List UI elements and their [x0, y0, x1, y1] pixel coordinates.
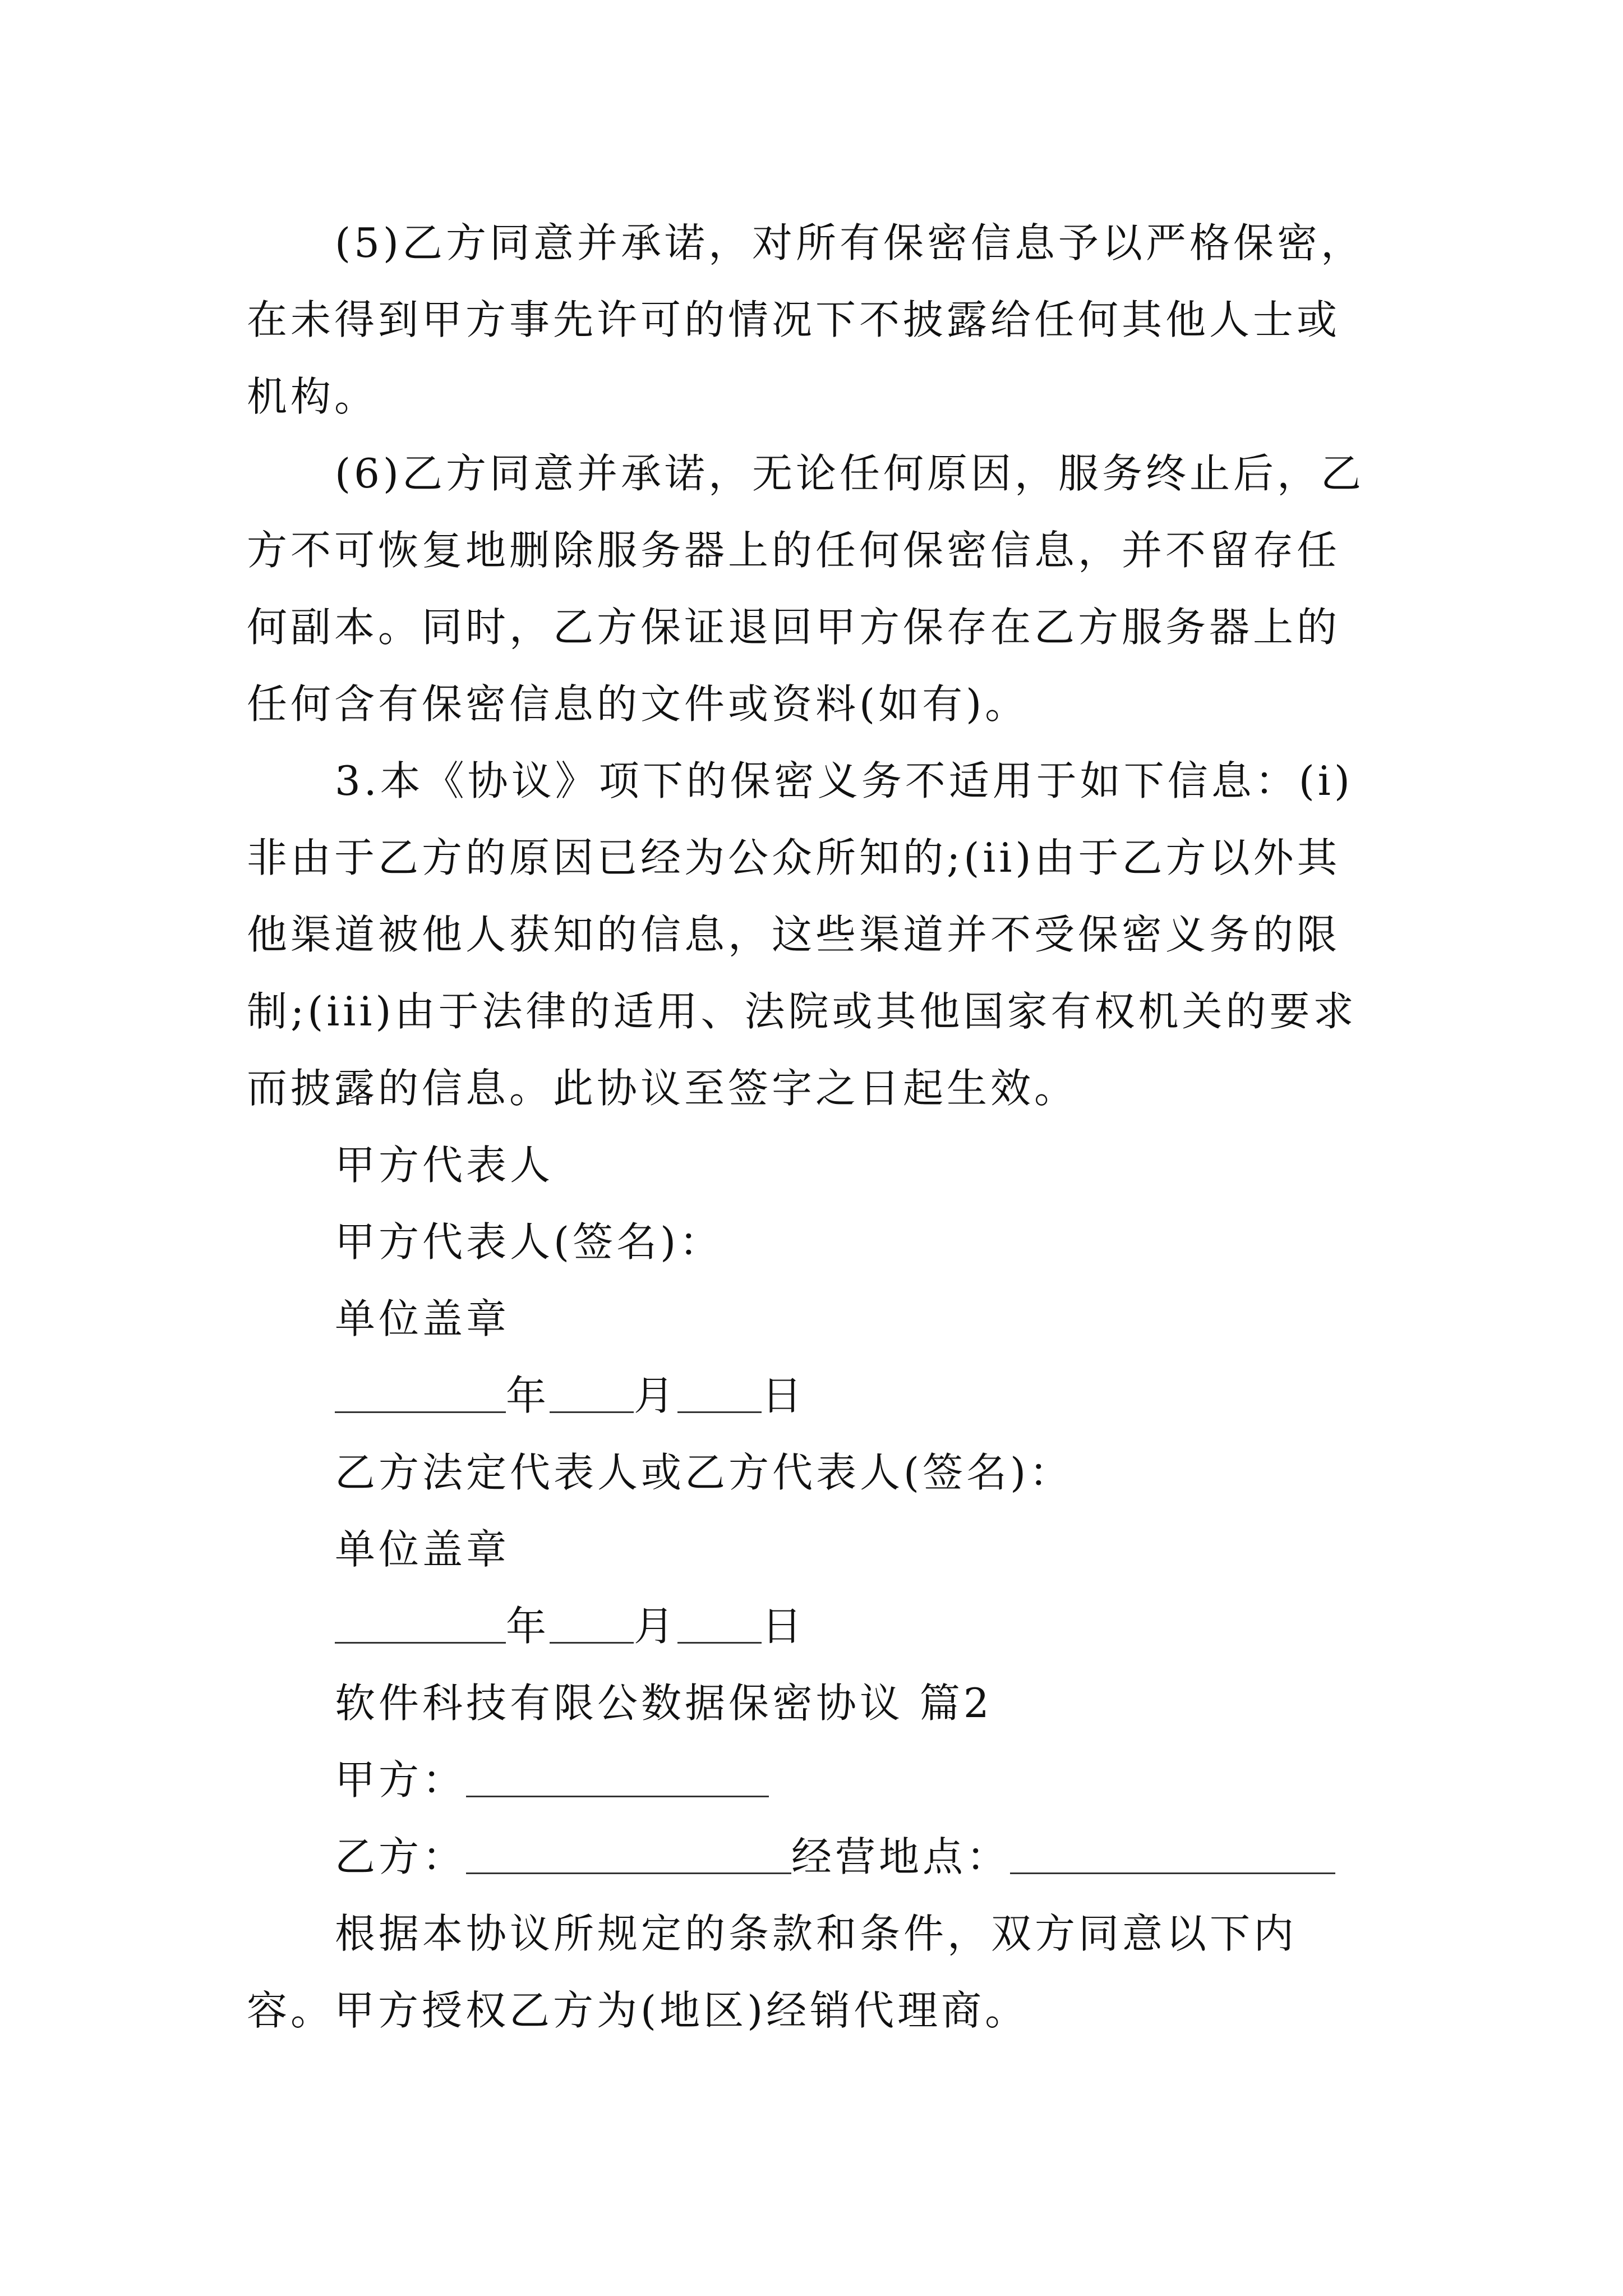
- paragraph-6: (6)乙方同意并承诺，无论任何原因，服务终止后，乙方不可恢复地删除服务器上的任何保密信息，并不留存任何副本。同时，乙方保证退回甲方保存在乙方服务器上的任何含有保密信息的文件或资料(如有)。: [247, 450, 1364, 728]
- agreement-paragraph: 根据本协议所规定的条款和条件，双方同意以下内容。甲方授权乙方为(地区)经销代理商。: [247, 1910, 1298, 2034]
- year-label: 年: [506, 1603, 550, 1650]
- party-a-line: [335, 1742, 769, 1819]
- party-b-line: [335, 1819, 1335, 1895]
- day-blank[interactable]: [677, 1602, 762, 1644]
- month-label: 月: [634, 1603, 678, 1650]
- party-a-blank[interactable]: [466, 1755, 769, 1797]
- year-label: 年: [506, 1372, 550, 1419]
- paragraph-3: 3.本《协议》项下的保密义务不适用于如下信息：(i)非由于乙方的原因已经为公众所知的;(ii)由于乙方以外其他渠道被他人获知的信息，这些渠道并不受保密义务的限制;(iii)由于法律的适用、法院或其他国家有权机关的要求而披露的信息。此协议至签字之日起生效。: [247, 757, 1357, 1112]
- address-blank[interactable]: [1010, 1832, 1335, 1874]
- party-a-signature-label: 甲方代表人(签名)：: [335, 1218, 723, 1266]
- party-b-seal-label: 单位盖章: [335, 1526, 510, 1573]
- year-blank[interactable]: [335, 1602, 506, 1644]
- day-label: 日: [762, 1603, 806, 1650]
- month-blank[interactable]: [550, 1371, 634, 1413]
- year-blank[interactable]: [335, 1371, 506, 1413]
- day-blank[interactable]: [677, 1371, 762, 1413]
- party-a-seal-label: 单位盖章: [335, 1295, 510, 1342]
- day-label: 日: [762, 1372, 806, 1419]
- address-label: 经营地点：: [791, 1833, 1011, 1880]
- party-b-label: 乙方：: [335, 1833, 467, 1880]
- party-b-signature-label: 乙方法定代表人或乙方代表人(签名)：: [335, 1449, 1073, 1496]
- section-2-title: 软件科技有限公数据保密协议 篇2: [335, 1680, 993, 1727]
- party-a-date-line: [335, 1358, 805, 1434]
- party-a-representative: 甲方代表人: [335, 1142, 554, 1189]
- month-label: 月: [634, 1372, 678, 1419]
- month-blank[interactable]: [550, 1602, 634, 1644]
- party-a-label: 甲方：: [335, 1756, 467, 1803]
- party-b-date-line: [335, 1588, 805, 1665]
- party-b-blank[interactable]: [466, 1832, 791, 1874]
- paragraph-5: (5)乙方同意并承诺，对所有保密信息予以严格保密，在未得到甲方事先许可的情况下不披露给任何其他人士或机构。: [247, 219, 1364, 420]
